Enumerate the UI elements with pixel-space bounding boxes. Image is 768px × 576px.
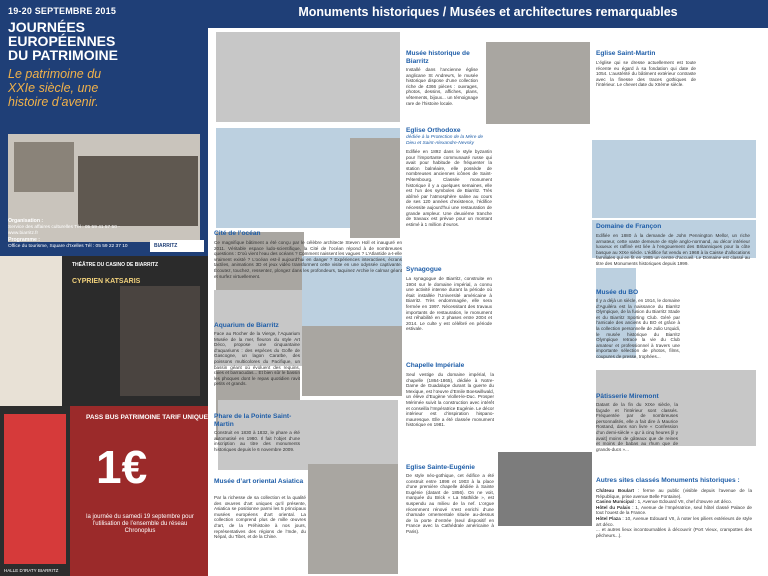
biarritz-logo: BIARRITZ <box>150 240 204 252</box>
aquarium-title: Aquarium de Biarritz <box>214 322 279 329</box>
programme-text: Office du tourisme, Square d’Ixelles Tél : 05 59 22 37 10 <box>8 244 128 249</box>
sainte-eugenie-body: De style néo-gothique, cet édifice a été construit entre 1898 et 1903 à la place d’une première chapelle dédiée à Sainte Eugénie (datant de 1856). On ne voit, marquée du Brick « La Mathilde », est suspendu au milieu de la nef. L’orgue récemment rénové s’est enrichi d’une chamade ornementale située au-dessus de la porte d’entrée (seul dispositif en France avec la Cathédrale américaine à Paris). <box>406 473 494 534</box>
musee-historique-title: Musée historique de Biarritz <box>406 50 470 65</box>
autres-site-text: : 1, Avenue de l’Impératrice, seul hôtel classé Palace de tout l’ouest de la France. <box>596 504 752 516</box>
musee-historique-photo <box>216 32 400 122</box>
concert-ad-title: THÉÂTRE DU CASINO DE BIARRITZ <box>72 262 159 268</box>
orthodoxe-title: Eglise Orthodoxe <box>406 127 461 134</box>
francon-title: Domaine de Françon <box>596 223 662 230</box>
cite-ocean-body: Ce magnifique bâtiment a été conçu par le célèbre architecte Steven Holl et inauguré en 2011. Véritable espace ludo-scientifique, la Cité de l’océan répond à de nombreuses questions : D’où vient l’eau des océans ? Comment naissent les vagues ? L’Atlantide a-t-elle vraiment existé ? L’océan est-il aujourd’hui en danger ? Expériences interactives, écrans tactiles, animations 3D et jeux vidéo transforment cette visite en une odyssée captivante. Écoutez, touchez, ressentez, plongez dans les profondeurs, taquinez Archie le calmar géant et surfez virtuellement. <box>214 240 402 279</box>
musee-bo-title: Musée du BO <box>596 289 639 296</box>
synagogue-title: Synagogue <box>406 266 442 273</box>
concert-ad-name: CYPRIEN KATSARIS <box>72 278 141 285</box>
aquarium-body: Face au Rocher de la Vierge, l’Aquarium Musée de la mer, fleuron du style Art Déco, propose une cinquantaine d’aquariums : des espèces du Golfe de Gascogne, un lagon Caraïbe, des poissons multicolores du Pacifique, un bassin géant où évoluent des requins, raies et barracudas... Et bien sûr le bassin les phoques dont le repas quotidien ravit petits et grands. <box>214 331 300 387</box>
autres-sites-title: Autres sites classés Monuments historiques : <box>596 477 740 484</box>
organisation-label: Organisation : <box>8 218 44 224</box>
autres-site-text: : ferme au public (visible depuis l’avenue de la République, prise avenue Belle Fontaine). <box>596 488 753 499</box>
autres-site-item <box>596 505 752 516</box>
musee-bo-body: Il y a déjà un siècle, en 1914, le domaine d’Aguiléra est la naissance du Biarritz Olympique, de la fusion du Biarritz Stade et du Biarritz Sporting Club. Géré par l’amicale des anciens du BO et grâce à la collection personnelle de Julio Urquidi, le musée historique du Biarritz Olympique retrace la vie du Club amateur et professionnel à travers une importante sélection de photos, films, coupures de presse, trophées... <box>596 298 680 359</box>
autres-site-item <box>596 488 752 499</box>
autres-site-label: Château Boulart <box>596 488 635 493</box>
bus-pass-note: la journée du samedi 19 septembre pour l’utilisation de l’ensemble du réseau Chronoplus <box>86 514 194 534</box>
orthodoxe-photo <box>350 138 400 238</box>
autres-site-label: Hôtel Plaza <box>596 515 621 521</box>
miremont-title: Pâtisserie Miremont <box>596 393 659 400</box>
bus-pass-footer: HALLE D’IRATY BIARRITZ <box>4 568 59 573</box>
sainte-eugenie-title: Eglise Sainte-Eugénie <box>406 464 475 471</box>
autres-site-text: : 1, Avenue Edouard VII, chef d’œuvre art déco. <box>633 499 733 505</box>
photo-credit-2 <box>758 470 766 560</box>
bus-pass-price: 1€ <box>96 441 148 493</box>
saint-martin-body: L’église qui se dresse actuellement est toute récente eu égard à sa fondation qui date de 1054. L’austérité du bâtiment extérieur contraste avec la finesse des traces gothiques de l’intérieur. Le chevet date du XIIème siècle. <box>596 60 696 88</box>
photo-credit <box>758 190 766 440</box>
domaine-francon-photo <box>592 140 756 218</box>
event-theme: Le patrimoine du XXIe siècle, une histoire d’avenir. <box>8 67 102 109</box>
phare-body: Construit en 1830 à 1832, le phare a été automatisé en 1980. Il fait l’objet d’une inscription au titre des monuments historiques depuis le 6 novembre 2009. <box>214 430 300 452</box>
event-date: 19-20 SEPTEMBRE 2015 <box>8 6 117 16</box>
sidebar <box>0 0 208 576</box>
cite-ocean-title: Cité de l’océan <box>214 230 261 237</box>
sidebar-organisation <box>8 218 128 250</box>
asiatica-title: Musée d’art oriental Asiatica <box>214 478 304 485</box>
synagogue-photo <box>302 326 402 396</box>
autres-sites-closing: ... et autres lieux incontournables à découvrir (Port Vieux, crampottes des pêcheurs...). <box>596 527 752 538</box>
saint-martin-photo <box>486 42 590 124</box>
orthodoxe-subtitle: dédiée à la Protection de la Mère de Dieu et Saint-Alexandre-Nevsky <box>406 135 484 146</box>
bus-pass-title: PASS BUS PATRIMOINE TARIF UNIQUE <box>86 414 208 421</box>
synagogue-body: La synagogue de Biarritz, construite en 1904 sur le domaine impérial, a connu une activité intense durant la période où était installée l’Université américaine à Biarritz. Très endommagée, elle sera fermée en 1997. Nécessitant des travaux importants de restauration, le monument est réhabilité en 2 phases entre 2004 et 2014. Le culte y est célébré en période estivale. <box>406 276 492 332</box>
autres-site-item <box>596 516 752 527</box>
organisation-text: Service des affaires culturelles Tél : 05 59 41 57 50 - www.biarritz.fr <box>8 225 120 236</box>
chapelle-body: Seul vestige du domaine impérial, la chapelle (1864-1865), dédiée à Notre-Dame de Guadalupe durant la guerre du Mexique, est l’œuvre d’Emile Boeswillwald, un élève d’Eugène Viollet-le-Duc. Prosper Mérimée suivit la construction avec intérêt et conseilla l’Impératrice Eugénie. Le décor intérieur est d’inspiration hispano-mauresque. Elle a été classée monument historique en 1981. <box>406 372 494 428</box>
programme-label: Programme : <box>8 237 40 243</box>
miremont-body: Datant de la fin du XIXe siècle, la façade et l’intérieur sont classés. Fréquentée par de nombreuses personnalités, elle a fait dire à Maurice Rostand, dans son livre « Confession d’un demi-siècle » qu’ à cinq heures [il y avait] moins de gâteaux que de reines et moins de babas au rhum que de grands-ducs »... <box>596 402 678 452</box>
asiatica-photo <box>308 464 398 574</box>
concert-ad <box>0 256 208 406</box>
sainte-eugenie-photo <box>498 452 592 526</box>
chapelle-title: Chapelle Impériale <box>406 362 465 369</box>
musee-historique-body: Installé dans l’ancienne église anglicane St Andrew’s, le musée historique dispose d’une collection riche de 4366 pièces : ouvrages, photos, dessins, affiches, plans, vêtements, bijoux... un témoignage rare de l’histoire locale. <box>406 67 478 106</box>
saint-martin-title: Eglise Saint-Martin <box>596 50 656 57</box>
autres-site-label: Casino Municipal <box>596 499 634 505</box>
orthodoxe-body: Edifiée en 1892 dans le style byzantin pour l’importante communauté russe qui avait pour habitude de fréquenter la station balnéaire, elle possède de nombreuses anciennes icônes de Saint-Pétersbourg. Classée monument historique il y a quelques semaines, elle est l’un des symboles de Biarritz. Très abîmé par l’atmosphère saline au cours de ses 120 années d’existence, l’édifice nécessite aujourd’hui une restauration de grande ampleur. Une deuxième tranche de travaux est prévue pour un montant estimé à 1 million d’euros. <box>406 149 492 227</box>
francon-body: Edifiée en 1880 à la demande de John Pennington Mellor, un riche armateur, cette vaste demeure de style anglo-normand, au décor intérieur luxueux et raffiné est liée à l’engouement des Britanniques pour la côte basque au XIXe siècle. L’édifice fut vendu en 1968 à la Caisse d’allocations familiales qui en fit en 1985 un centre d’accueil. Le Domaine est classé au titre des Monuments historiques depuis 1999. <box>596 233 750 266</box>
autres-site-text: : 10, Avenue Edouard VII, à noter les piliers extérieurs de style art déco. <box>596 515 752 527</box>
asiatica-body: Par la richesse de sa collection et la qualité des œuvres d’art uniques qu’il présente, Asiatica se positionne parmi les 5 principaux musées européens d’art oriental. La collection comprend plus de mille œuvres d’art, de la Préhistoire à nos jours, représentatives des régions de l’Inde, du Népal, du Tibet, et de la Chine. <box>214 495 306 540</box>
event-title: JOURNÉES EUROPÉENNES DU PATRIMOINE <box>8 19 118 63</box>
phare-title: Phare de la Pointe Saint-Martin <box>214 413 292 428</box>
autres-site-label: Hôtel du Palais <box>596 504 631 510</box>
autres-sites-list <box>596 488 752 538</box>
bus-pass-ad <box>0 406 208 576</box>
page-title: Monuments historiques / Musées et architectures remarquables <box>298 5 678 19</box>
